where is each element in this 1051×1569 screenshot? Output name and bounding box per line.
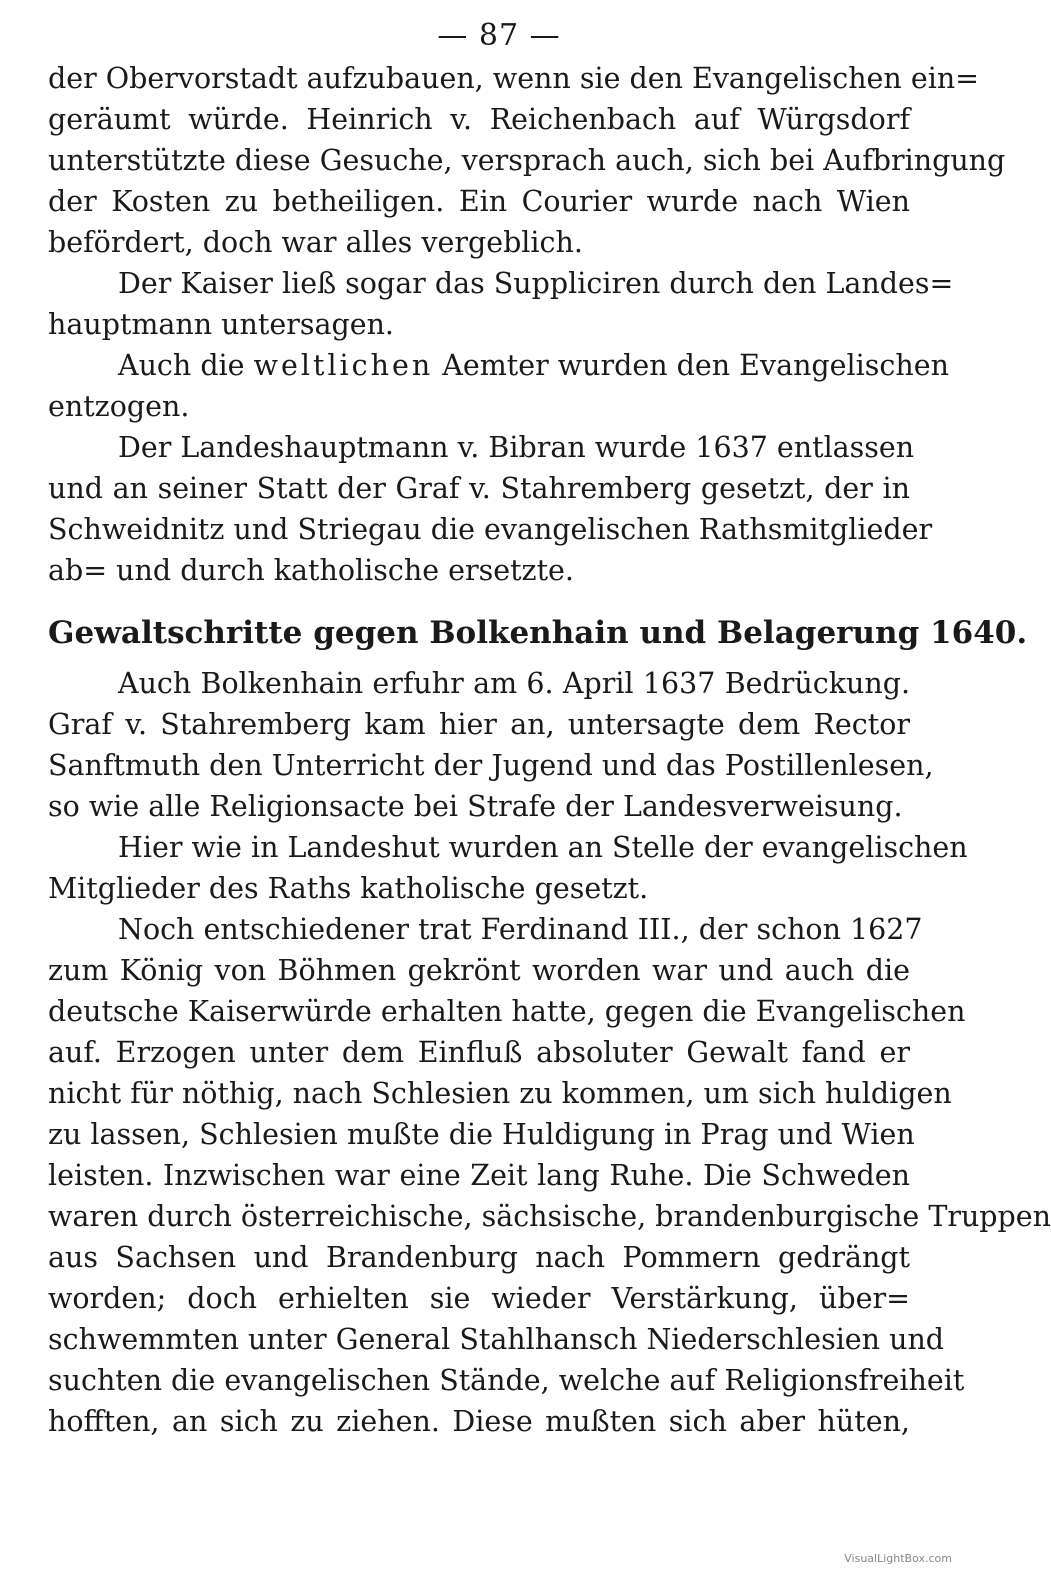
text-line: Auch Bolkenhain erfuhr am 6. April 1637 Bedrückung.	[118, 667, 910, 700]
text-line: hauptmann untersagen.	[48, 308, 394, 341]
paragraph-landeshauptmann	[48, 427, 933, 591]
text-line: aus Sachsen und Brandenburg nach Pommern gedrängt	[48, 1241, 910, 1274]
emphasis-spaced: weltlichen	[253, 349, 434, 382]
text-line: der Obervorstadt aufzubauen, wenn sie den Evangelischen ein=	[48, 62, 980, 95]
text-line: worden; doch erhielten sie wieder Verstärkung, über=	[48, 1282, 910, 1315]
text-line: Noch entschiedener trat Ferdinand III., der schon 1627	[118, 913, 923, 946]
text-line: geräumt würde. Heinrich v. Reichenbach auf Würgsdorf	[48, 103, 910, 136]
section-heading: Gewaltschritte gegen Bolkenhain und Belagerung 1640.	[48, 615, 1028, 651]
text-line: waren durch österreichische, sächsische, brandenburgische Truppen	[48, 1200, 1051, 1233]
paragraph-ferdinand	[48, 909, 1051, 1442]
paragraph-aemter	[48, 345, 949, 427]
watermark: VisualLightBox.com	[844, 1552, 952, 1565]
paragraph-continuation	[48, 58, 1006, 263]
text-line: Hier wie in Landeshut wurden an Stelle der evangelischen	[118, 831, 968, 864]
text-line: leisten. Inzwischen war eine Zeit lang Ruhe. Die Schweden	[48, 1159, 910, 1192]
text-line: Schweidnitz und Striegau die evangelischen Rathsmitglieder	[48, 513, 933, 546]
text-line: nicht für nöthig, nach Schlesien zu kommen, um sich huldigen	[48, 1077, 952, 1110]
text-line: deutsche Kaiserwürde erhalten hatte, gegen die Evangelischen	[48, 995, 966, 1028]
page-number: — 87 —	[437, 18, 561, 53]
text-line: ab= und durch katholische ersetzte.	[48, 554, 574, 587]
text-line: suchten die evangelischen Stände, welche auf Religionsfreiheit	[48, 1364, 965, 1397]
text-line: entzogen.	[48, 390, 190, 423]
book-page	[48, 14, 1051, 1544]
text-line: Sanftmuth den Unterricht der Jugend und das Postillenlesen,	[48, 749, 934, 782]
text-line: Der Landeshauptmann v. Bibran wurde 1637 entlassen	[118, 431, 915, 464]
text-line: hofften, an sich zu ziehen. Diese mußten sich aber hüten,	[48, 1405, 910, 1438]
text-line: Graf v. Stahremberg kam hier an, untersagte dem Rector	[48, 708, 910, 741]
text-line: unterstützte diese Gesuche, versprach auch, sich bei Aufbringung	[48, 144, 1006, 177]
text-line: befördert, doch war alles vergeblich.	[48, 226, 583, 259]
text-line: schwemmten unter General Stahlhansch Niederschlesien und	[48, 1323, 945, 1356]
text-line: zum König von Böhmen gekrönt worden war und auch die	[48, 954, 910, 987]
text-segment: Aemter wurden den Evangelischen	[433, 349, 949, 382]
text-line	[48, 345, 949, 386]
text-line: auf. Erzogen unter dem Einfluß absoluter Gewalt fand er	[48, 1036, 910, 1069]
paragraph-landeshut	[48, 827, 968, 909]
text-line: zu lassen, Schlesien mußte die Huldigung in Prag und Wien	[48, 1118, 915, 1151]
text-segment: Auch die	[118, 349, 254, 382]
text-line: der Kosten zu betheiligen. Ein Courier wurde nach Wien	[48, 185, 910, 218]
paragraph-bolkenhain	[48, 663, 934, 827]
text-line: so wie alle Religionsacte bei Strafe der Landesverweisung.	[48, 790, 903, 823]
text-line: und an seiner Statt der Graf v. Stahremberg gesetzt, der in	[48, 472, 910, 505]
paragraph-kaiser	[48, 263, 954, 345]
text-line: Der Kaiser ließ sogar das Suppliciren durch den Landes=	[118, 267, 954, 300]
text-line: Mitglieder des Raths katholische gesetzt.	[48, 872, 649, 905]
